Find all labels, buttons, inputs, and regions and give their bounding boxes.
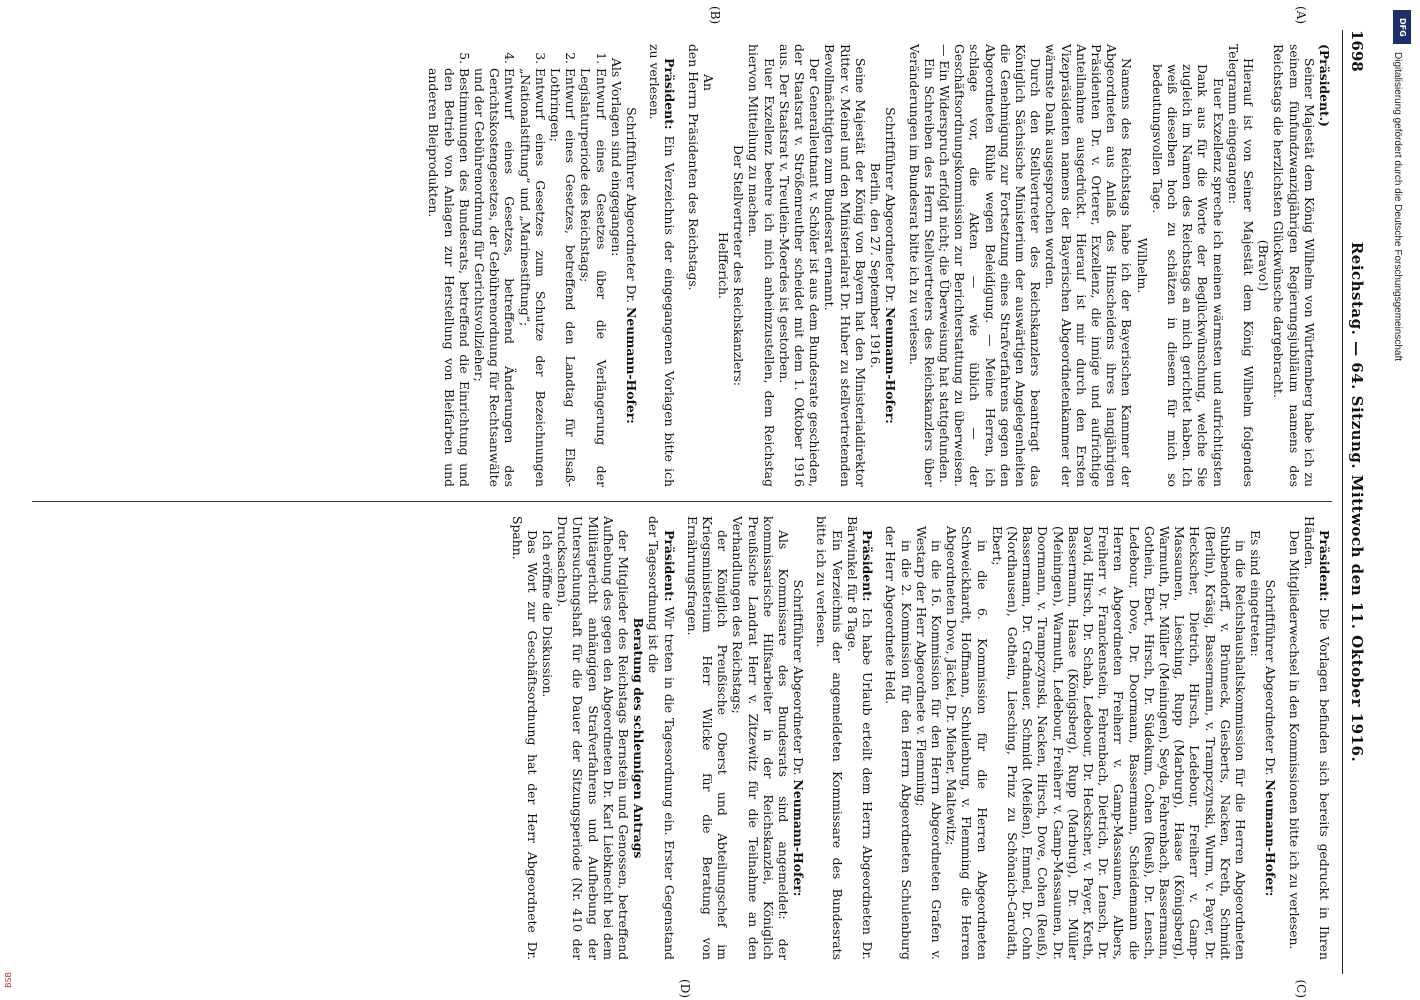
paragraph: Als Vorlagen sind eingegangen: — [608, 58, 624, 257]
paragraph: Die Vorlagen befinden sich bereits gedruckt in Ihren Händen. — [1301, 516, 1332, 960]
signature-role: Der Stellvertreter des Reichskanzlers: — [731, 144, 747, 387]
address-line: An — [700, 74, 716, 91]
list-item: 3. Entwurf eines Gesetzes zum Schutze der Bezeichnungen „Nationalstiftung“ und „Marinestiftung“; — [517, 68, 547, 487]
paragraph: Das Wort zur Geschäftsordnung hat der Herr Abgeordnete Dr. Spahn. — [509, 516, 540, 960]
speaker-label: Präsident: — [661, 530, 677, 602]
speaker-name: Neumann-Hofer: — [1263, 779, 1279, 897]
paragraph: Durch den Stellvertreter des Reichskanzlers beantragt das Königlich Sächsische Ministerium der auswärtigen Angelegenheiten die Genehmigung zur Fortsetzung eines Strafverfahrens gegen den Abgeordneten Rühle wegen Beleidigung. — Meine Herren, ich schlage vor, die Akten — wie üblich — der Geschäftsordnungskommission zur Berichterstattung zu überweisen. — Ein Widerspruch erfolgt nicht; die Überweisung hat stattgefunden. — [936, 44, 1044, 487]
paragraph: in die Reichshaushaltskommission für die Herren Abgeordneten Stubbendorff, v. Brünneck, Giesberts, Nacken, Kreth, Schmidt (Berlin), Kräsig, Bassermann, v. Trampczynski, Wurm, v. Payer, Dr. Heckscher, Dietrich, Hirsch, Ledebour, Freiherr v. Gamp-Massaunen, Liesching, Rupp (Marburg), Haase (Königsberg), Warmuth, Dr. Müller (Meiningen), Seyda, Fehrenbach, Bassermann, Gothein, Ebert, Hirsch, Dr. Südekum, Cohen (Reuß), Dr. Lensch, Ledebour, Dove, Dr. Doormann, Bassermann, Scheidemann die Herren Abgeordneten Freiherr v. Gamp-Massaunen, Albers, Freiherr v. Franckenstein, Fehrenbach, Dietrich, Dr. Lensch, Dr. David, Hirsch, Dr. Schab, Ledebour, Dr. Heckscher, v. Payer, Kreth, Bassermann, Haase (Königsberg), Rupp (Marburg), Dr. Müller (Meiningen), Warmuth, Ledebour, Freiherr v. Gamp-Massaunen, Dr. Doormann, v. Trampczynski, Nacken, Hirsch, Dove, Cohen (Reuß), Bassermann, Dr. Gradnauer, Schmidt (Meißen), Emmel, Dr. Cohn (Nordhausen), Gothein, Liesching, Prinz zu Schönaich-Carolath, Ebert; — [989, 526, 1248, 960]
paragraph: der Mitglieder des Reichstags Bernstein und Genossen, betreffend Aufhebung des gegen den Abgeordneten Dr. Karl Liebknecht bei dem Militärgericht anhängigen Strafverfahrens und Aufhebung der Untersuchungshaft für die Dauer der Sitzungsperiode (Nr. 410 der Drucksachen). — [555, 516, 632, 960]
paragraph: Seiner Majestät dem König Wilhelm von Württemberg habe ich zu seinem fünfundzwanzigjährigen Regierungsjubiläum namens des Reichstags die herzlichsten Glückwünsche dargebracht. — [1271, 44, 1317, 487]
speaker-name: Neumann-Hofer: — [624, 307, 640, 424]
speaker-intro: Schriftführer Abgeordneter Dr. — [791, 579, 807, 776]
right-column — [32, 502, 1332, 998]
speaker-label: Präsident: — [662, 58, 678, 130]
telegram-text: Euer Exzellenz spreche ich meinen wärmsten und aufrichtigsten Dank aus für die Worte der Beglückwünschung, welche Sie zugleich im Namen des Reichstags an mich gerichtet haben. Ich weiß dieselben hoch zu schätzen in diesem für mich so bedeutungsvollen Tage. — [1149, 64, 1226, 487]
margin-marker-a: (A) — [1294, 6, 1308, 25]
submissions-list — [426, 44, 608, 487]
speaker-name: Neumann-Hofer: — [791, 779, 807, 897]
page-header — [1342, 30, 1366, 974]
paragraph: der Königlich Preußische Oberst und Abteilungschef im Kriegsministerium Herr Wilcke für die Beratung von Ernährungsfragen. — [684, 516, 731, 960]
digitization-credit — [1390, 10, 1416, 990]
credit-text: Digitalisierung gefördert durch die Deutsche Forschungsgemeinschaft — [1392, 52, 1403, 362]
paragraph: Ein Verzeichnis der angemeldeten Kommissare des Bundesrats bitte ich zu verlesen. — [814, 516, 845, 960]
place-date: Berlin, den 27. September 1916. — [868, 162, 884, 369]
paragraph: Ich habe Urlaub erteilt dem Herrn Abgeordneten Dr. Bärwinkel für 8 Tage. — [844, 516, 876, 960]
paragraph: Ein Schreiben des Herrn Stellvertreters des Reichskanzlers über Veränderungen im Bundesrat bitte ich zu verlesen. — [906, 44, 937, 487]
paragraph: Der Generalleutnant v. Schöler ist aus dem Bundesrate geschieden, der Staatsrat v. Strößenreuther scheidet mit dem 1. Oktober 1916 aus. Der Staatsrat v. Treutlein-Moerdes ist gestorben. — [776, 44, 823, 487]
speaker-label: (Präsident.) — [1317, 44, 1332, 127]
margin-marker-b: (B) — [708, 6, 722, 25]
paragraph: Als Kommissare des Bundesrats sind angemeldet: der kommissarische Hilfsarbeiter in der Reichskanzlei, Königlich Preußische Landrat Herr v. Zitzewitz für die Teilnahme an den Verhandlungen des Reichstags; — [730, 516, 792, 960]
paragraph: Namens des Reichstags habe ich der Bayerischen Kammer der Abgeordneten aus Anlaß des Hinscheidens ihres langjährigen Präsidenten Dr. v. Orterer, Exzellenz, die innige und aufrichtige Anteilnahme ausgedrückt. Hierauf ist mir durch den Ersten Vizepräsidenten namens der Bayerischen Abgeordnetenkammer der wärmste Dank ausgesprochen worden. — [1043, 44, 1135, 487]
page-title: Reichstag. — 64. Sitzung. Mittwoch den 11. Oktober 1916. — [1348, 241, 1366, 763]
paragraph: Hierauf ist von Seiner Majestät dem König Wilhelm folgendes Telegramm eingegangen: — [1225, 44, 1256, 487]
paragraph: Es sind eingetreten: — [1248, 530, 1264, 657]
paragraph: Wir treten in die Tagesordnung ein. Erster Gegenstand der Tagesordnung ist die — [646, 516, 677, 960]
speaker-intro: Schriftführer Abgeordneter Dr. — [1263, 579, 1279, 776]
agenda-item-title: Beratung des schleunigen Antrags — [631, 617, 647, 859]
paragraph: Den Mitgliederwechsel in den Kommissionen bitte ich zu verlesen. — [1286, 530, 1302, 950]
speaker-label: Präsident: — [1317, 530, 1332, 602]
page-number: 1698 — [1348, 30, 1366, 72]
left-column — [32, 6, 1332, 502]
paragraph: in die 16. Kommission für den Herrn Abgeordneten Grafen v. Westarp der Herr Abgeordnete v. Flemming; — [913, 526, 944, 960]
dfg-logo: DFG — [1393, 10, 1411, 44]
margin-marker-d: (D) — [678, 979, 692, 998]
paragraph: Ein Verzeichnis der eingegangenen Vorlagen bitte ich zu verlesen. — [647, 44, 678, 487]
paragraph: Seine Majestät der König von Bayern hat den Ministerialdirektor Ritter v. Meinel und den Ministerialrat Dr. Huber zu stellvertretenden Bevollmächtigten zum Bundesrat ernannt. — [822, 44, 868, 487]
speaker-label: Präsident: — [860, 530, 876, 602]
paragraph: in die 2. Kommission für den Herrn Abgeordneten Schulenburg der Herr Abgeordnete Held. — [883, 526, 914, 960]
signature: Wilhelm. — [1134, 237, 1150, 294]
bsb-mark: BSB — [4, 972, 13, 988]
interjection: (Bravo!) — [1256, 239, 1272, 292]
list-item: 4. Entwurf eines Gesetzes, betreffend Änderungen des Gerichtskostengesetzes, der Gebührenordnung für Rechtsanwälte und der Gebührenordnung für Gerichtsvollzieher; — [472, 68, 518, 487]
list-item: 5. Bestimmungen des Bundesrats, betreffend die Einrichtung und den Betrieb von Anlagen zur Herstellung von Bleifarben und anderen Bleiprodukten. — [426, 68, 472, 487]
margin-marker-c: (C) — [1294, 979, 1308, 998]
speaker-name: Neumann-Hofer: — [883, 307, 899, 424]
paragraph: Ich eröffne die Diskussion. — [540, 530, 556, 698]
paragraph: in die 6. Kommission für die Herren Abgeordneten Schweickhardt, Hoffmann, Schulenburg, v. Flemming die Herren Abgeordneten Dove, Jäckel, Dr. Mieher, Maltewitz; — [944, 526, 990, 960]
address-line: den Herrn Präsidenten des Reichstags. — [685, 44, 701, 291]
speaker-intro: Schriftführer Abgeordneter Dr. — [883, 107, 899, 304]
speaker-intro: Schriftführer Abgeordneter Dr. — [624, 107, 640, 304]
list-item: 2. Entwurf eines Gesetzes, betreffend den Landtag für Elsaß-Lothringen; — [548, 68, 578, 487]
signature: Helfferich. — [716, 232, 732, 299]
list-item: 1. Entwurf eines Gesetzes über die Verlängerung der Legislaturperiode des Reichstags; — [578, 68, 608, 487]
paragraph: Euer Exzellenz beehre ich mich anheimzustellen, dem Reichstag hiervon Mitteilung zu machen. — [746, 44, 777, 487]
